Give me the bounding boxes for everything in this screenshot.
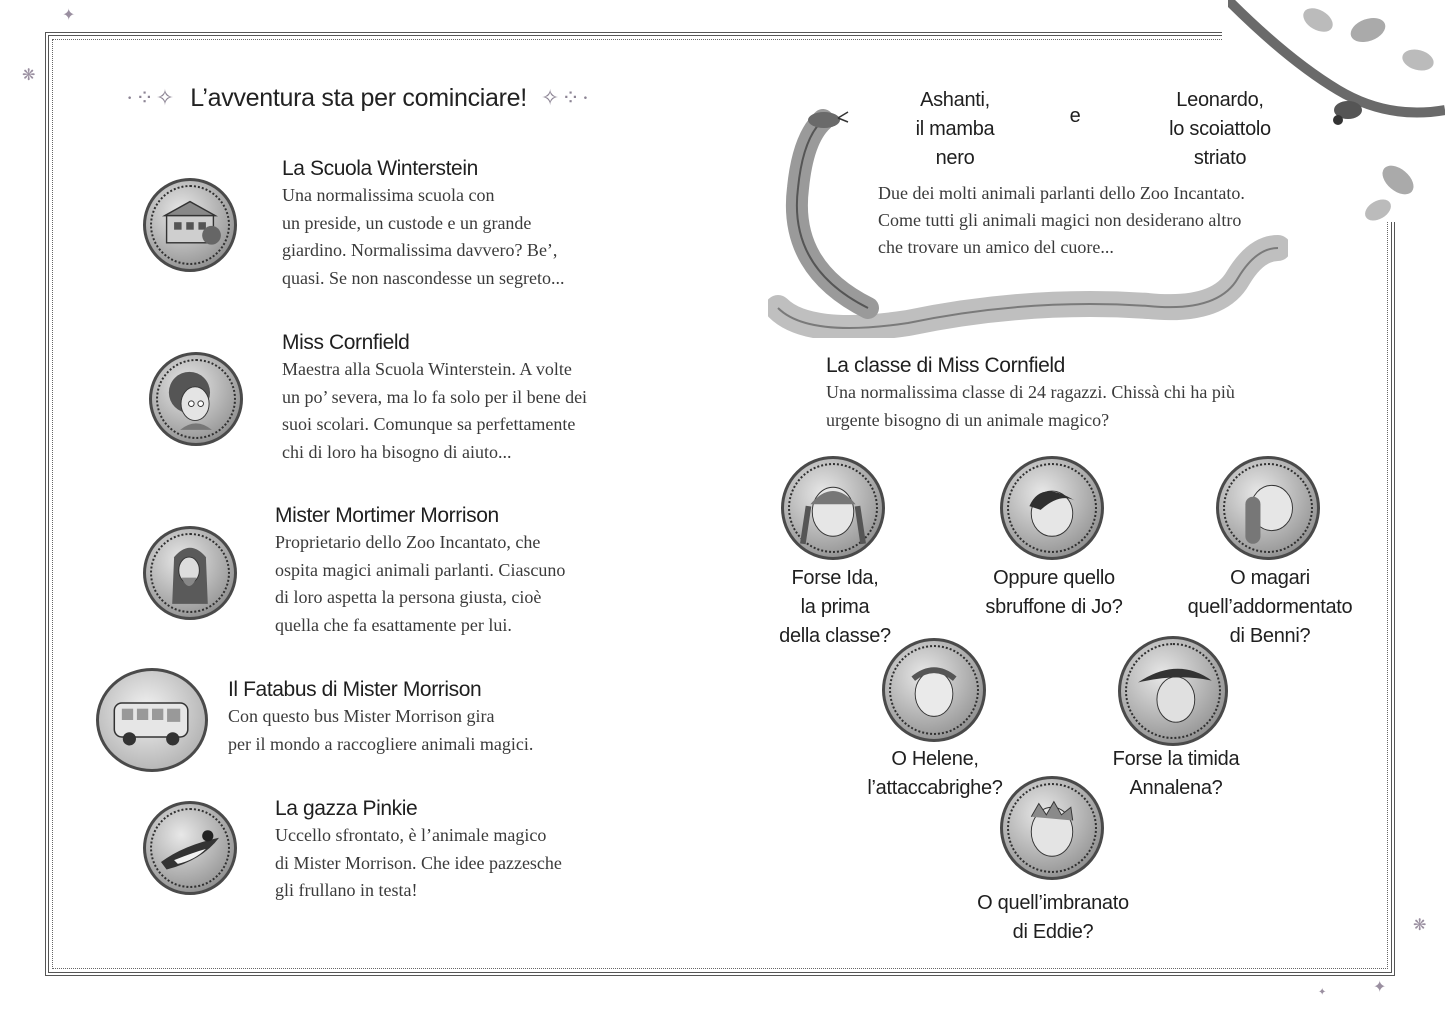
sparkle-icon: ✦ (1318, 987, 1327, 998)
ida-caption: Forse Ida, la prima della classe? (779, 567, 891, 647)
sparkle-icon: ✦ (1373, 979, 1387, 996)
entry-text: Maestra alla Scuola Winterstein. A volte un po’ severa, ma lo fa solo per il bene dei suoi scolari. Comunque sa perfettamente chi di loro ha bisogno di aiuto... (282, 359, 588, 462)
entry-text: Una normalissima scuola con un preside, un custode e un grande giardino. Normalissima davvero? Be’, quasi. Se non nascondesse un segreto... (282, 185, 565, 288)
sparkle-icon: ❋ (1413, 917, 1427, 934)
entry-title: La gazza Pinkie (275, 797, 418, 820)
leonardo-name: Leonardo, lo scoiattolo striato (1169, 89, 1271, 169)
eddie-caption: O quell’imbranato di Eddie? (977, 892, 1129, 943)
entry-miss-cornfield (282, 330, 587, 466)
helene-portrait (882, 638, 986, 742)
entry-text: Uccello sfrontato, è l’animale magico di Mister Morrison. Che idee pazzesche gli frullano in testa! (275, 825, 562, 900)
ashanti-name: Ashanti, il mamba nero (915, 89, 995, 169)
animals-description: Due dei molti animali parlanti dello Zoo Incantato. Come tutti gli animali magici non desiderano altro che trovare un amico del cuore... (878, 183, 1245, 257)
benni-caption: O magari quell’addormentato di Benni? (1187, 567, 1353, 647)
entry-text: Con questo bus Mister Morrison gira per il mondo a raccogliere animali magici. (228, 706, 534, 754)
entry-title: Miss Cornfield (282, 331, 410, 354)
ornament-icon: ✧⁘· (540, 85, 592, 110)
class-text: Una normalissima classe di 24 ragazzi. Chissà chi ha più urgente bisogno di un animale magico? (826, 382, 1235, 430)
miss-cornfield-medallion (149, 352, 243, 446)
annalena-caption: Forse la timida Annalena? (1112, 748, 1240, 799)
entry-school (282, 156, 564, 292)
pinkie-medallion (143, 801, 237, 895)
morrison-medallion (143, 526, 237, 620)
ida-portrait (781, 456, 885, 560)
entry-text: Proprietario dello Zoo Incantato, che ospita magici animali parlanti. Ciascuno di loro aspetta la persona giusta, cioè quella che fa esattamente per lui. (275, 532, 566, 635)
entry-title: Mister Mortimer Morrison (275, 504, 499, 527)
ornament-icon: ·⁘✧ (126, 85, 177, 110)
entry-pinkie (275, 796, 562, 905)
sparkle-icon: ❋ (22, 67, 36, 84)
page-heading (126, 80, 606, 116)
annalena-portrait (1118, 636, 1228, 746)
connector-text: e (1069, 105, 1081, 127)
class-section (826, 353, 1235, 434)
branch-illustration (1228, 0, 1445, 232)
jo-caption: Oppure quello sbruffone di Jo? (985, 567, 1123, 618)
helene-caption: O Helene, l’attaccabrighe? (867, 748, 1003, 799)
entry-fatabus (228, 677, 533, 758)
benni-portrait (1216, 456, 1320, 560)
sparkle-icon: ✦ (62, 7, 76, 24)
heading-title: L’avventura sta per cominciare! (190, 83, 527, 112)
entry-title: La Scuola Winterstein (282, 157, 478, 180)
fatabus-medallion (96, 668, 208, 772)
jo-portrait (1000, 456, 1104, 560)
school-medallion (143, 178, 237, 272)
class-title: La classe di Miss Cornfield (826, 354, 1065, 377)
entry-morrison (275, 503, 565, 639)
entry-title: Il Fatabus di Mister Morrison (228, 678, 482, 701)
eddie-portrait (1000, 776, 1104, 880)
